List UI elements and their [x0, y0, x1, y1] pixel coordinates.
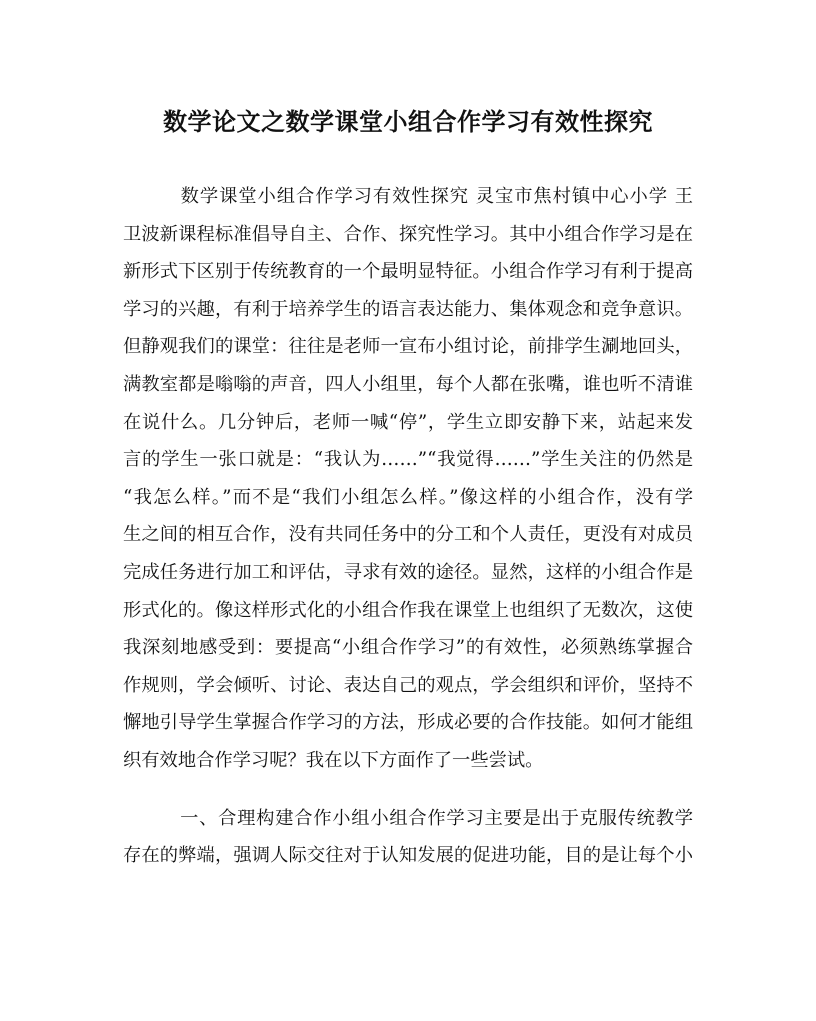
text-line: 卫波新课程标准倡导自主、合作、探究性学习。其中小组合作学习是在 — [123, 223, 693, 245]
text-line: 形式化的。像这样形式化的小组合作我在课堂上也组织了无数次，这使 — [123, 599, 693, 621]
text-line: 满教室都是嗡嗡的声音，四人小组里，每个人都在张嘴，谁也听不清谁 — [123, 373, 693, 395]
text-line: 言的学生一张口就是：“我认为……”“我觉得……”学生关注的仍然是 — [123, 449, 693, 471]
text-line: “我怎么样。”而不是“我们小组怎么样。”像这样的小组合作，没有学 — [123, 486, 693, 508]
text-line: 懈地引导学生掌握合作学习的方法，形成必要的合作技能。如何才能组 — [123, 712, 693, 734]
text-line: 完成任务进行加工和评估，寻求有效的途径。显然，这样的小组合作是 — [123, 561, 693, 583]
text-line: 我深刻地感受到：要提高“小组合作学习”的有效性，必须熟练掌握合 — [123, 637, 693, 659]
text-line: 学习的兴趣，有利于培养学生的语言表达能力、集体观念和竞争意识。 — [123, 298, 693, 320]
text-line: 作规则，学会倾听、讨论、表达自己的观点，学会组织和评价，坚持不 — [123, 674, 693, 696]
document-title: 数学论文之数学课堂小组合作学习有效性探究 — [163, 107, 653, 136]
text-line: 新形式下区别于传统教育的一个最明显特征。小组合作学习有利于提高 — [123, 261, 693, 283]
paragraph-gap — [123, 780, 693, 800]
text-line: 织有效地合作学习呢？我在以下方面作了一些尝试。 — [123, 749, 544, 771]
text-line: 数学课堂小组合作学习有效性探究 灵宝市焦村镇中心小学 王 — [123, 186, 693, 207]
paragraph — [123, 178, 693, 780]
paragraph — [123, 800, 693, 875]
text-line: 存在的弊端，强调人际交往对于认知发展的促进功能，目的是让每个小 — [123, 845, 693, 867]
text-line: 生之间的相互合作，没有共同任务中的分工和个人责任，更没有对成员 — [123, 524, 693, 546]
text-line: 但静观我们的课堂：往往是老师一宣布小组讨论，前排学生涮地回头， — [123, 336, 693, 358]
text-line: 一、合理构建合作小组小组合作学习主要是出于克服传统教学 — [123, 807, 693, 829]
text-line: 在说什么。几分钟后，老师一喊“停”，学生立即安静下来，站起来发 — [123, 411, 693, 433]
document-body — [123, 178, 693, 875]
